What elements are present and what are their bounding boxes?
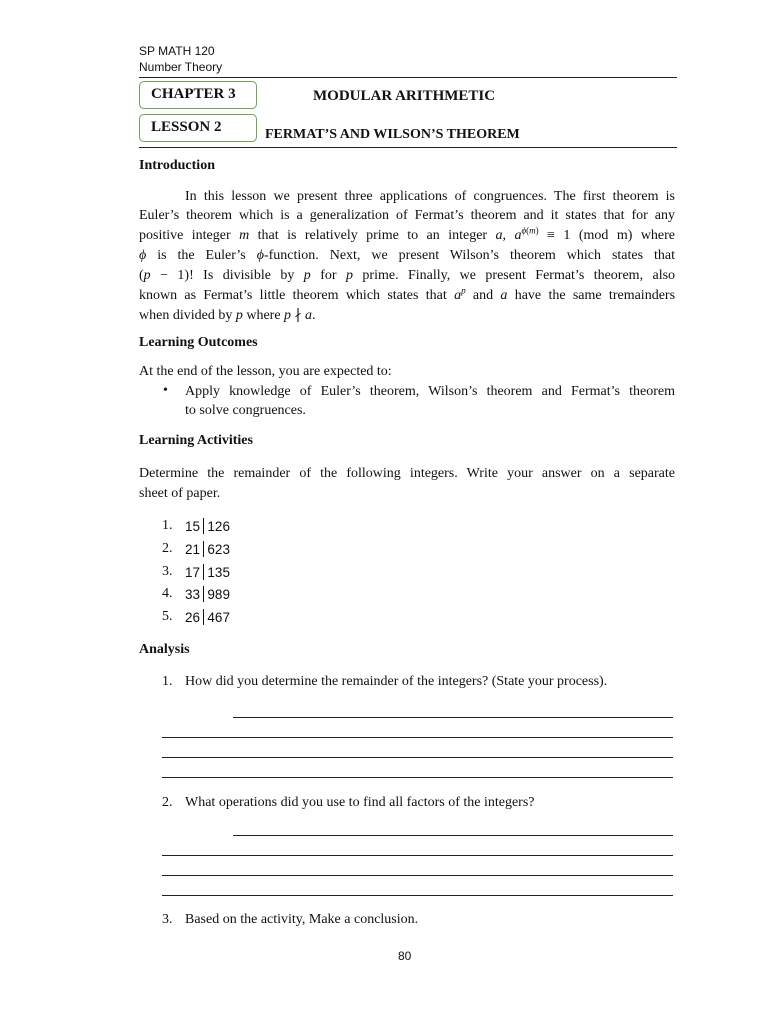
activity-item-number: 3.	[162, 564, 173, 579]
answer-line[interactable]	[233, 835, 673, 836]
analysis-heading: Analysis	[139, 642, 190, 657]
activity-item: 21 623	[185, 542, 230, 557]
activity-item: 26 467	[185, 610, 230, 625]
activity-item: 33 989	[185, 587, 230, 602]
intro-line-1: In this lesson we present three applications of congruences. The first theorem is	[185, 189, 675, 204]
activity-item-number: 1.	[162, 518, 173, 533]
intro-line-6: known as Fermat’s little theorem which states that $a^p$ and a have the same tremainders	[139, 285, 676, 303]
activity-item-number: 5.	[162, 609, 173, 624]
question-number: 3.	[162, 912, 173, 927]
lesson-title: FERMAT’S AND WILSON’S THEOREM	[265, 127, 520, 142]
outcome-bullet-line-1: Apply knowledge of Euler’s theorem, Wilson’s theorem and Fermat’s theorem	[185, 384, 675, 399]
activities-heading: Learning Activities	[139, 433, 253, 448]
answer-line[interactable]	[162, 777, 673, 778]
chapter-title: MODULAR ARITHMETIC	[313, 88, 496, 104]
activities-line-2: sheet of paper.	[139, 486, 221, 501]
course-code: SP MATH 120	[139, 44, 215, 58]
outcomes-intro: At the end of the lesson, you are expected to:	[139, 364, 392, 379]
question-text: Based on the activity, Make a conclusion.	[185, 912, 419, 927]
lesson-label: LESSON 2	[151, 119, 222, 135]
header-rule-top	[139, 77, 677, 78]
chapter-label: CHAPTER 3	[151, 86, 236, 102]
answer-line[interactable]	[162, 855, 673, 856]
bullet-dot-icon: •	[163, 383, 168, 398]
intro-line-4: ϕ is the Euler’s ϕ-function. Next, we present Wilson’s theorem which states that	[139, 248, 675, 263]
question-number: 1.	[162, 674, 173, 689]
answer-line[interactable]	[162, 895, 673, 896]
question-text: How did you determine the remainder of the integers? (State your process).	[185, 674, 608, 689]
header-rule-bottom	[139, 147, 677, 148]
introduction-heading: Introduction	[139, 158, 215, 173]
intro-line-5: (p − 1)! Is divisible by p for p prime. Finally, we present Fermat’s theorem, also	[139, 268, 676, 283]
activity-item: 15 126	[185, 519, 230, 534]
activity-item-number: 2.	[162, 541, 173, 556]
answer-line[interactable]	[233, 717, 673, 718]
answer-line[interactable]	[162, 737, 673, 738]
intro-line-2: Euler’s theorem which is a generalization of Fermat’s theorem and it states that for any	[139, 208, 675, 223]
intro-line-3: positive integer m that is relatively prime to an integer a, $a^{\phi(m)} \equiv 1$ (mod m) where	[139, 225, 676, 243]
course-subject: Number Theory	[139, 60, 223, 74]
activity-item-number: 4.	[162, 586, 173, 601]
activities-line-1: Determine the remainder of the following integers. Write your answer on a separate	[139, 466, 675, 481]
outcome-bullet-line-2: to solve congruences.	[185, 403, 306, 418]
page-number: 80	[398, 949, 412, 963]
answer-line[interactable]	[162, 875, 673, 876]
question-number: 2.	[162, 795, 173, 810]
activity-item: 17 135	[185, 565, 230, 580]
outcomes-heading: Learning Outcomes	[139, 335, 258, 350]
answer-line[interactable]	[162, 757, 673, 758]
question-text: What operations did you use to find all factors of the integers?	[185, 795, 535, 810]
intro-line-7: when divided by p where p ∤ a.	[139, 308, 316, 323]
